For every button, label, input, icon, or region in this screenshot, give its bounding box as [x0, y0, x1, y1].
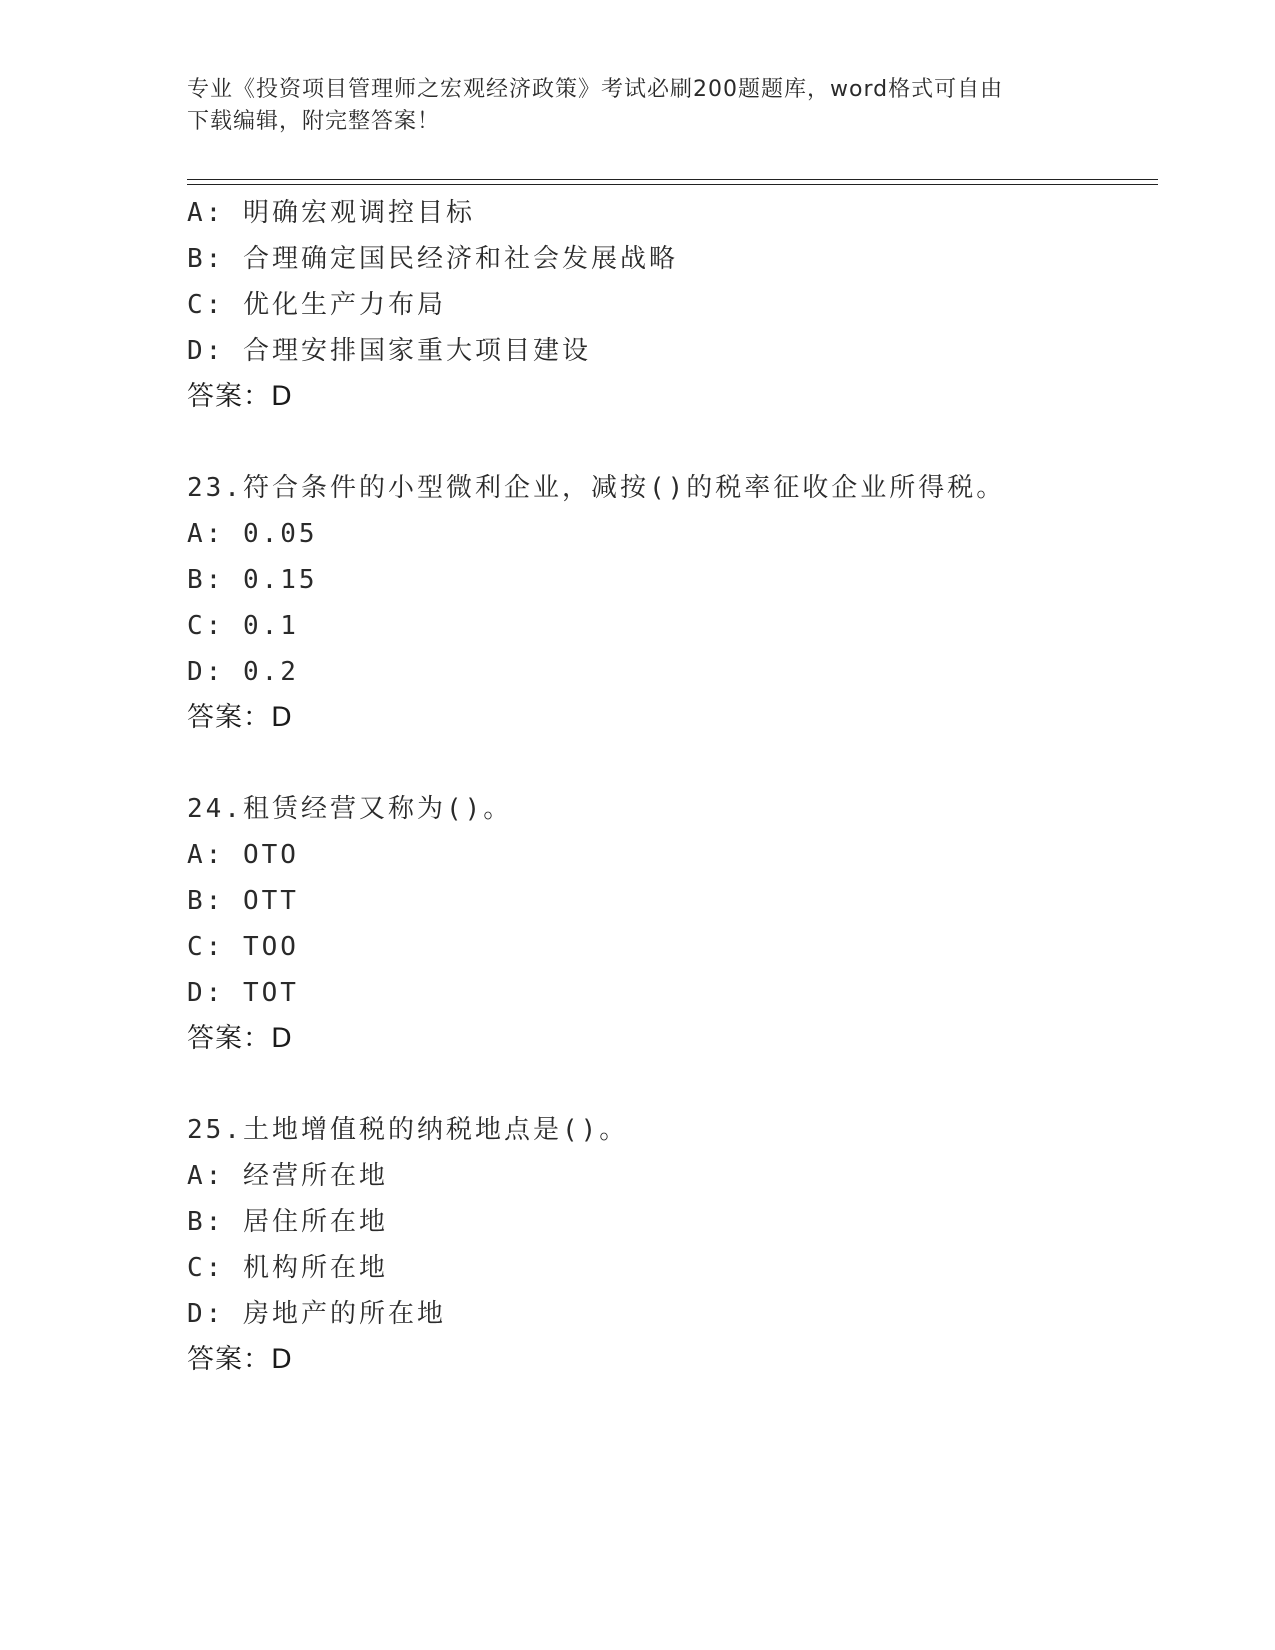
spacer: [187, 741, 1167, 786]
option-c: C: 机构所在地: [187, 1253, 388, 1283]
question-24: [187, 786, 1167, 1062]
option-b: B: OTT: [187, 886, 299, 916]
option-d: D: TOT: [187, 978, 299, 1008]
question-stem: 24.租赁经营又称为()。: [187, 794, 513, 824]
question-25: [187, 1107, 1167, 1383]
option-a: A: OTO: [187, 840, 299, 870]
option-b: B: 居住所在地: [187, 1207, 388, 1237]
option-a: A: 明确宏观调控目标: [187, 198, 475, 228]
header-divider-bottom: [187, 184, 1158, 185]
header-line-1: 专业《投资项目管理师之宏观经济政策》考试必刷200题题库，word格式可自由: [187, 77, 1004, 102]
spacer: [187, 1062, 1167, 1107]
answer-line: 答案：D: [187, 1344, 293, 1375]
option-c: C: 0.1: [187, 611, 299, 641]
header-line-2: 下载编辑，附完整答案！: [187, 109, 441, 134]
answer-line: 答案：D: [187, 1023, 293, 1054]
question-list: [187, 190, 1167, 1383]
answer-line: 答案：D: [187, 702, 293, 733]
option-a: A: 0.05: [187, 519, 318, 549]
question-23: [187, 465, 1167, 741]
answer-line: 答案：D: [187, 381, 293, 412]
option-a: A: 经营所在地: [187, 1161, 388, 1191]
question-22-continuation: [187, 190, 1167, 420]
option-b: B: 0.15: [187, 565, 318, 595]
option-d: D: 房地产的所在地: [187, 1299, 446, 1329]
option-b: B: 合理确定国民经济和社会发展战略: [187, 244, 678, 274]
document-header: [187, 74, 1087, 138]
header-divider-top: [187, 179, 1158, 180]
option-c: C: TOO: [187, 932, 299, 962]
question-stem: 25.土地增值税的纳税地点是()。: [187, 1115, 629, 1145]
spacer: [187, 420, 1167, 465]
option-d: D: 0.2: [187, 657, 299, 687]
option-d: D: 合理安排国家重大项目建设: [187, 336, 591, 366]
question-stem: 23.符合条件的小型微利企业，减按()的税率征收企业所得税。: [187, 473, 1006, 503]
option-c: C: 优化生产力布局: [187, 290, 446, 320]
